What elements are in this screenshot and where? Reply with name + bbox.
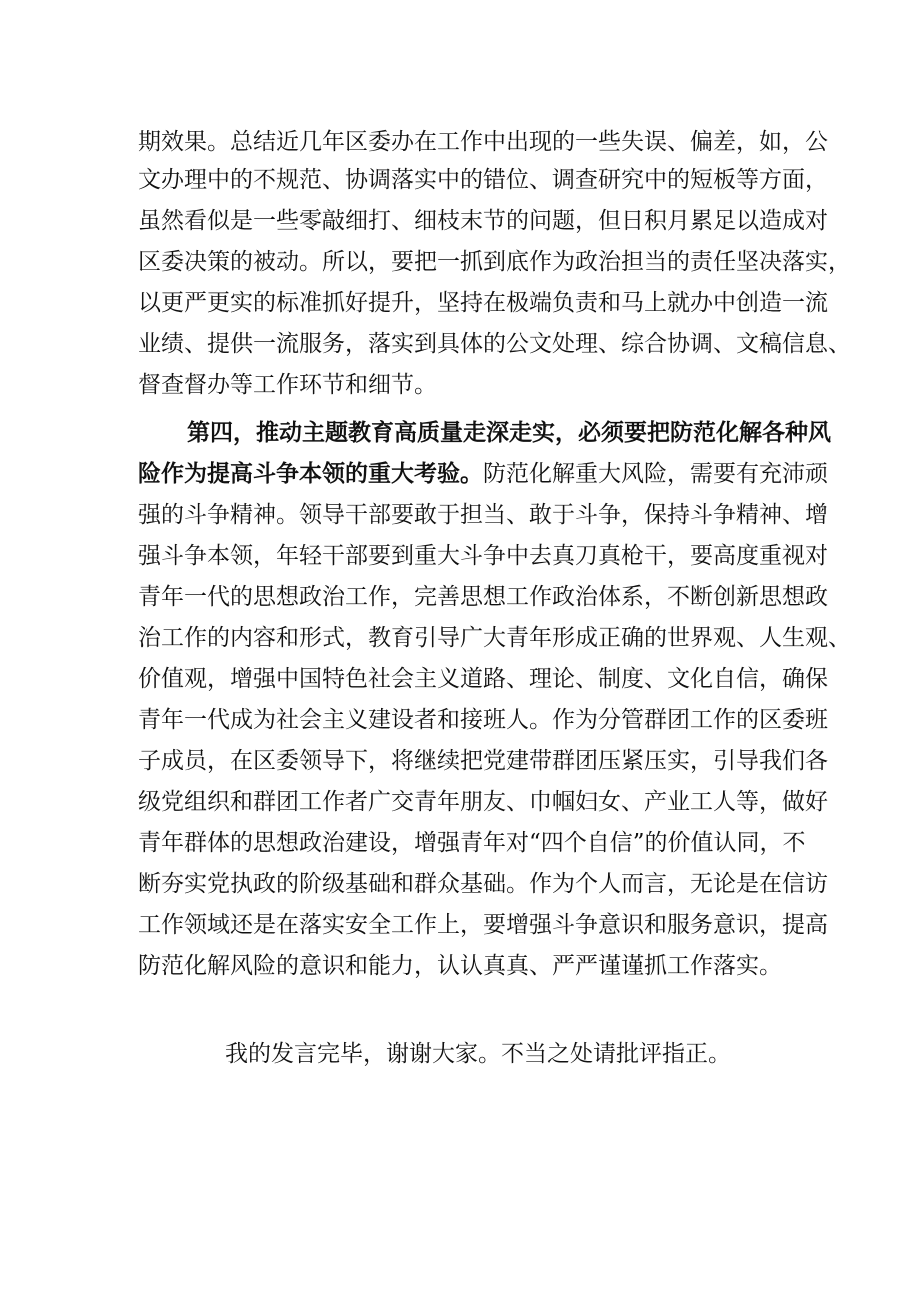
paragraph-line: 区委决策的被动。所以，要把一抓到底作为政治担当的责任坚决落实， [138, 249, 851, 275]
paragraph-line: 子成员，在区委领导下，将继续把党建带群团压紧压实，引导我们各 [138, 748, 828, 774]
paragraph-line: 青年群体的思想政治建设，增强青年对“四个自信”的价值认同，不 [138, 830, 806, 856]
paragraph-line: 治工作的内容和形式，教育引导广大青年形成正确的世界观、人生观、 [138, 625, 851, 651]
paragraph-heading-text: 险作为提高斗争本领的重大考验。 [138, 461, 483, 487]
paragraph-line: 防范化解风险的意识和能力，认认真真、严严谨谨抓工作落实。 [138, 953, 782, 979]
paragraph-line: 工作领域还是在落实安全工作上，要增强斗争意识和服务意识，提高 [138, 912, 828, 938]
paragraph-line: 断夯实党执政的阶级基础和群众基础。作为个人而言，无论是在信访 [138, 871, 828, 897]
paragraph-body-text: 防范化解重大风险，需要有充沛顽 [483, 461, 828, 487]
paragraph-line-mixed [138, 455, 828, 493]
paragraph-line: 督查督办等工作环节和细节。 [138, 372, 437, 398]
paragraph-line: 虽然看似是一些零敲细打、细枝末节的问题，但日积月累足以造成对 [138, 208, 828, 234]
paragraph-line: 强斗争本领，年轻干部要到重大斗争中去真刀真枪干，要高度重视对 [138, 543, 828, 569]
paragraph-line: 青年一代成为社会主义建设者和接班人。作为分管群团工作的区委班 [138, 707, 828, 733]
paragraph-line: 青年一代的思想政治工作，完善思想工作政治体系，不断创新思想政 [138, 584, 828, 610]
paragraph-line: 价值观，增强中国特色社会主义道路、理论、制度、文化自信，确保 [138, 666, 828, 692]
paragraph-line: 期效果。总结近几年区委办在工作中出现的一些失误、偏差，如，公 [138, 129, 828, 155]
closing-remark: 我的发言完毕，谢谢大家。不当之处请批评指正。 [225, 1041, 731, 1067]
paragraph-line: 强的斗争精神。领导干部要敢于担当、敢于斗争，保持斗争精神、增 [138, 502, 828, 528]
paragraph-line: 业绩、提供一流服务，落实到具体的公文处理、综合协调、文稿信息、 [138, 331, 851, 357]
paragraph-line: 文办理中的不规范、协调落实中的错位、调查研究中的短板等方面， [138, 167, 828, 193]
paragraph-heading-line: 第四，推动主题教育高质量走深走实，必须要把防范化解各种风 [187, 420, 831, 446]
paragraph-line: 以更严更实的标准抓好提升，坚持在极端负责和马上就办中创造一流 [138, 290, 828, 316]
paragraph-line: 级党组织和群团工作者广交青年朋友、巾帼妇女、产业工人等，做好 [138, 789, 828, 815]
